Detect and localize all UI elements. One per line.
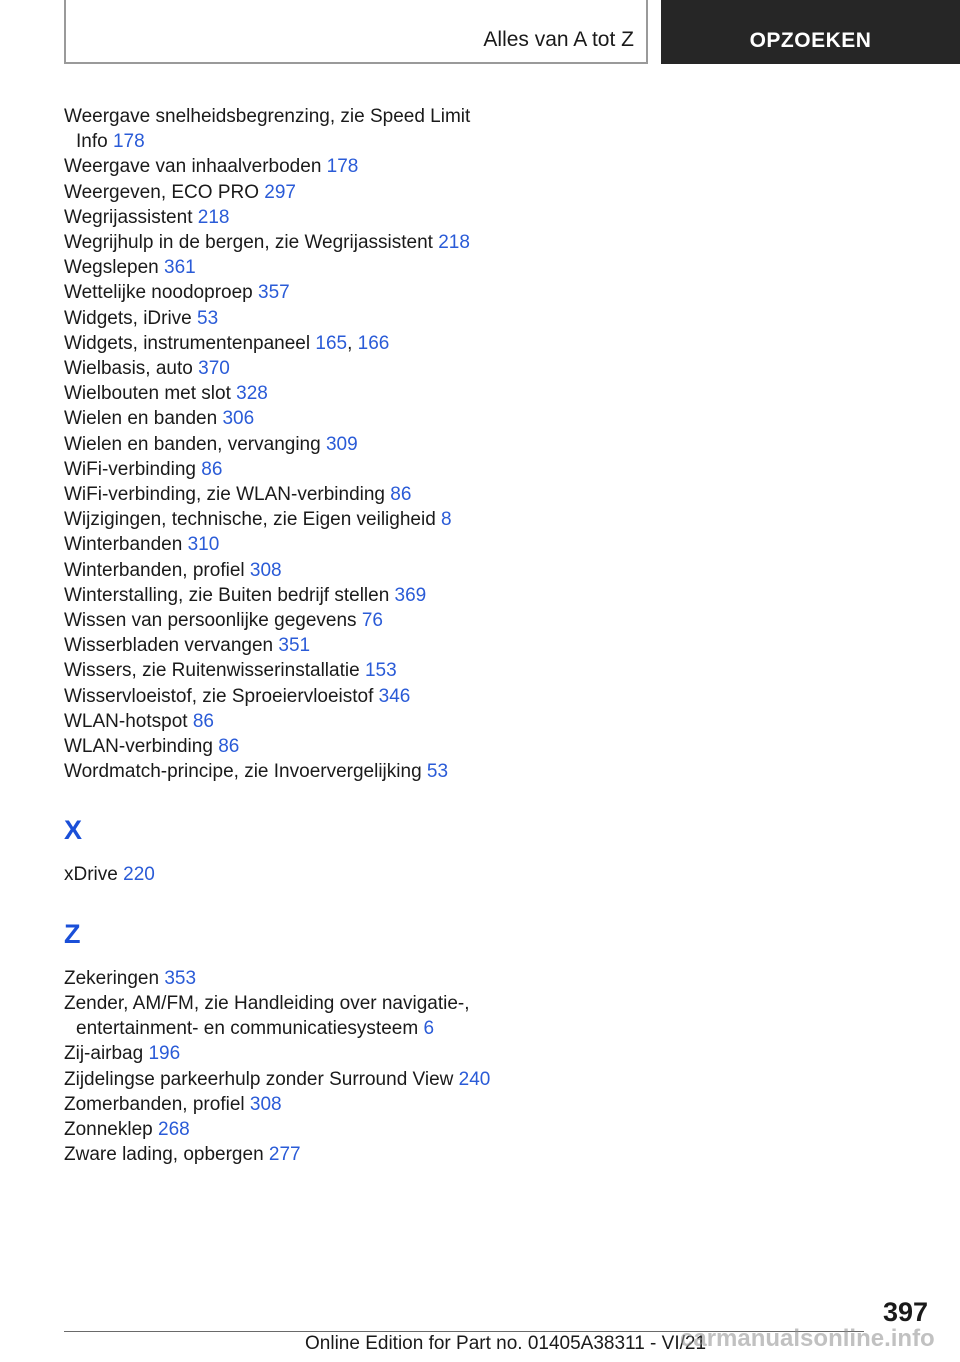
- page-link[interactable]: 353: [164, 967, 197, 989]
- index-entry: [64, 432, 494, 457]
- page-link[interactable]: 369: [394, 584, 427, 606]
- page-link[interactable]: 220: [123, 864, 155, 886]
- index-entry: [64, 709, 494, 734]
- index-entry-text: Wegrijassistent: [64, 206, 193, 228]
- index-entry: [64, 306, 494, 331]
- index-list: [64, 104, 494, 1167]
- page-link[interactable]: 218: [438, 232, 470, 254]
- page-link[interactable]: 240: [458, 1068, 491, 1090]
- index-entry-text: Winterbanden: [64, 534, 183, 556]
- page-link[interactable]: 166: [357, 332, 390, 354]
- index-entry-text: Weergave snelheidsbegrenzing, zie Speed Limit Info: [64, 106, 471, 153]
- index-entry-text: Weergave van inhaalverboden: [64, 156, 322, 178]
- page-link[interactable]: 86: [201, 458, 223, 480]
- index-entry: [64, 507, 494, 532]
- page-link[interactable]: 268: [158, 1118, 190, 1140]
- page-link[interactable]: 308: [249, 559, 282, 581]
- footer-edition: Online Edition for Part no. 01405A38311 - VI/21: [305, 1333, 707, 1354]
- index-entry: [64, 734, 494, 759]
- page-link[interactable]: 153: [364, 660, 397, 682]
- index-entry-text: Wielbouten met slot: [64, 383, 231, 405]
- page-link[interactable]: 86: [218, 736, 240, 758]
- index-entry-text: Zij-airbag: [64, 1043, 144, 1065]
- index-entry: Widgets, instrumentenpaneel 165, 166: [64, 332, 390, 354]
- index-entry: [64, 381, 494, 406]
- page-link[interactable]: 178: [112, 131, 145, 153]
- page-link[interactable]: 308: [249, 1093, 282, 1115]
- page-link[interactable]: 86: [390, 484, 412, 506]
- index-letter-heading: Z: [64, 918, 81, 949]
- page-link[interactable]: 6: [423, 1018, 435, 1040]
- index-entry-text: Zijdelingse parkeerhulp zonder Surround View: [64, 1068, 454, 1090]
- index-entry-text: Zomerbanden, profiel: [64, 1093, 245, 1115]
- index-entry-text: Wettelijke noodoproep: [64, 282, 253, 304]
- index-entry: [64, 1067, 494, 1092]
- index-entry: [64, 759, 494, 784]
- index-entry: [64, 406, 494, 431]
- index-entry: [64, 684, 494, 709]
- index-entry: [64, 280, 494, 305]
- index-entry-text: Zonneklep: [64, 1118, 153, 1140]
- index-entry: [64, 205, 494, 230]
- index-entry-text: WLAN-hotspot: [64, 710, 188, 732]
- index-entry-text: Weergeven, ECO PRO: [64, 181, 260, 203]
- page-number: 397: [882, 1297, 928, 1327]
- index-entry: [64, 1142, 494, 1167]
- index-entry: [64, 658, 494, 683]
- page-link[interactable]: 309: [325, 433, 358, 455]
- page-link[interactable]: 196: [148, 1043, 181, 1065]
- index-entry-text: WiFi-verbinding, zie WLAN-verbinding: [64, 484, 385, 506]
- index-entry-text: Wielbasis, auto: [64, 358, 193, 380]
- header-section-box: [64, 0, 648, 64]
- index-entry: [64, 966, 494, 991]
- index-entry: [64, 532, 494, 557]
- index-entry: [64, 154, 494, 179]
- index-entry-text: Wegslepen: [64, 257, 159, 279]
- page-link[interactable]: 370: [198, 358, 230, 380]
- index-entry-text: Wisservloeistof, zie Sproeiervloeistof: [64, 685, 374, 707]
- tab-label: OPZOEKEN: [749, 29, 872, 52]
- index-entry-text: Wisserbladen vervangen: [64, 635, 274, 657]
- index-entry-text: WLAN-verbinding: [64, 736, 213, 758]
- index-entry: [64, 633, 494, 658]
- index-entry: [64, 558, 494, 583]
- watermark-logo: carmanualsonline.info: [680, 1325, 935, 1352]
- index-entry: [64, 1117, 494, 1142]
- page-link[interactable]: 310: [187, 534, 220, 556]
- index-entry: [64, 482, 494, 507]
- page-link[interactable]: 53: [197, 307, 219, 329]
- index-letter-heading: X: [64, 815, 83, 846]
- index-entry: [64, 180, 494, 205]
- page-link[interactable]: 306: [222, 408, 255, 430]
- page-link[interactable]: 53: [426, 761, 449, 783]
- index-entry-text: WiFi-verbinding: [64, 458, 196, 480]
- page-link[interactable]: 8: [441, 509, 452, 531]
- index-entry-text: Zware lading, opbergen: [64, 1144, 264, 1166]
- page-link[interactable]: 346: [378, 685, 411, 707]
- page-link[interactable]: 351: [278, 635, 311, 657]
- index-entry-text: Wordmatch-principe, zie Invoervergelijking: [64, 761, 422, 783]
- index-entry: [64, 862, 494, 887]
- index-entry: [64, 583, 494, 608]
- index-entry-text: Wijzigingen, technische, zie Eigen veiligheid: [64, 509, 436, 531]
- index-entry-text: Zender, AM/FM, zie Handleiding over navigatie-, entertainment- en communicatiesysteem: [64, 992, 470, 1040]
- index-entry: [64, 457, 494, 482]
- page-link[interactable]: 86: [192, 710, 214, 732]
- index-entry-text: Wegrijhulp in de bergen, zie Wegrijassistent: [64, 232, 433, 254]
- index-entry-text: Winterbanden, profiel: [64, 559, 245, 581]
- page-link[interactable]: 361: [164, 257, 196, 279]
- page-link[interactable]: 165: [315, 332, 348, 354]
- page-link[interactable]: 297: [264, 181, 296, 203]
- page-link[interactable]: 328: [236, 383, 268, 405]
- index-entry: [64, 1092, 494, 1117]
- index-entry-text: Wissers, zie Ruitenwisserinstallatie: [64, 660, 360, 682]
- page-link[interactable]: 357: [258, 282, 290, 304]
- index-entry-text: Winterstalling, zie Buiten bedrijf stellen: [64, 584, 390, 606]
- page-link[interactable]: 218: [197, 206, 230, 228]
- index-entry: [64, 608, 494, 633]
- index-entry-text: Widgets, instrumentenpaneel: [64, 332, 311, 354]
- index-entry: [64, 230, 494, 255]
- index-entry: [64, 991, 494, 1041]
- index-entry: [64, 255, 494, 280]
- page-link[interactable]: 76: [361, 610, 383, 632]
- index-entry-text: Wielen en banden, vervanging: [64, 433, 321, 455]
- page-link[interactable]: 178: [326, 156, 359, 178]
- index-entry-text: Wielen en banden: [64, 408, 218, 430]
- index-entry: [64, 356, 494, 381]
- index-entry: [64, 1041, 494, 1066]
- index-entry: [64, 104, 494, 154]
- section-title: Alles van A tot Z: [483, 28, 634, 51]
- index-entry-text: xDrive: [64, 864, 118, 886]
- index-entry-text: Widgets, iDrive: [64, 307, 192, 329]
- tab-opzoeken[interactable]: [661, 0, 960, 64]
- page-link[interactable]: 277: [268, 1144, 301, 1166]
- index-entry-text: Zekeringen: [64, 967, 160, 989]
- index-entry-text: Wissen van persoonlijke gegevens: [64, 610, 357, 632]
